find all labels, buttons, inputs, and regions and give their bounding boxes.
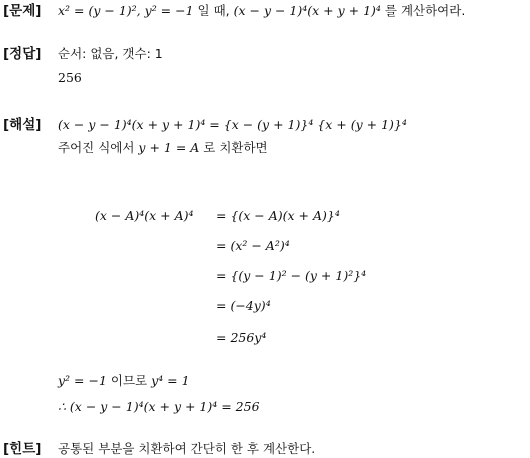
solution-equation-1: (x − y − 1)⁴(x + y + 1)⁴ = {x − (y + 1)}⁴ {x + (y + 1)}⁴ bbox=[58, 117, 407, 132]
solution-substitution bbox=[58, 139, 268, 158]
conclusion-text: 이므로 bbox=[106, 373, 152, 388]
conclusion-math-b: y⁴ = 1 bbox=[151, 373, 190, 388]
answer-value: 256 bbox=[58, 70, 82, 85]
solution-final: ∴ (x − y − 1)⁴(x + y + 1)⁴ = 256 bbox=[58, 399, 260, 414]
answer-tag: [정답] bbox=[3, 46, 42, 62]
conclusion-math-a: y² = −1 bbox=[58, 373, 107, 388]
derivation-step-3: = {(y − 1)² − (y + 1)²}⁴ bbox=[216, 268, 367, 283]
derivation-step-4: = (−4y)⁴ bbox=[216, 298, 271, 313]
problem-text-connector: 일 때, bbox=[193, 3, 234, 18]
solution-conclusion bbox=[58, 372, 190, 391]
solution-tag: [해설] bbox=[3, 117, 42, 133]
derivation-step-2: = (x² − A²)⁴ bbox=[216, 238, 290, 253]
substitution-text-b: 로 치환하면 bbox=[199, 140, 268, 155]
hint-text: 공통된 부분을 치환하여 간단히 한 후 계산한다. bbox=[58, 441, 316, 456]
derivation-lhs: (x − A)⁴(x + A)⁴ bbox=[95, 208, 194, 223]
hint-tag: [힌트] bbox=[3, 441, 42, 457]
derivation-step-5: = 256y⁴ bbox=[216, 330, 267, 345]
problem-tag: [문제] bbox=[3, 3, 42, 19]
problem-condition-math: x² = (y − 1)², y² = −1 bbox=[58, 3, 194, 18]
substitution-text-a: 주어진 식에서 bbox=[58, 140, 139, 155]
problem-expression-math: (x − y − 1)⁴(x + y + 1)⁴ bbox=[233, 3, 381, 18]
substitution-math: y + 1 = A bbox=[138, 140, 200, 155]
problem-text-instruction: 를 계산하여라. bbox=[380, 3, 466, 18]
derivation-step-1: = {(x − A)(x + A)}⁴ bbox=[216, 208, 340, 223]
problem-statement bbox=[58, 2, 465, 21]
answer-meta: 순서: 없음, 갯수: 1 bbox=[58, 46, 163, 61]
